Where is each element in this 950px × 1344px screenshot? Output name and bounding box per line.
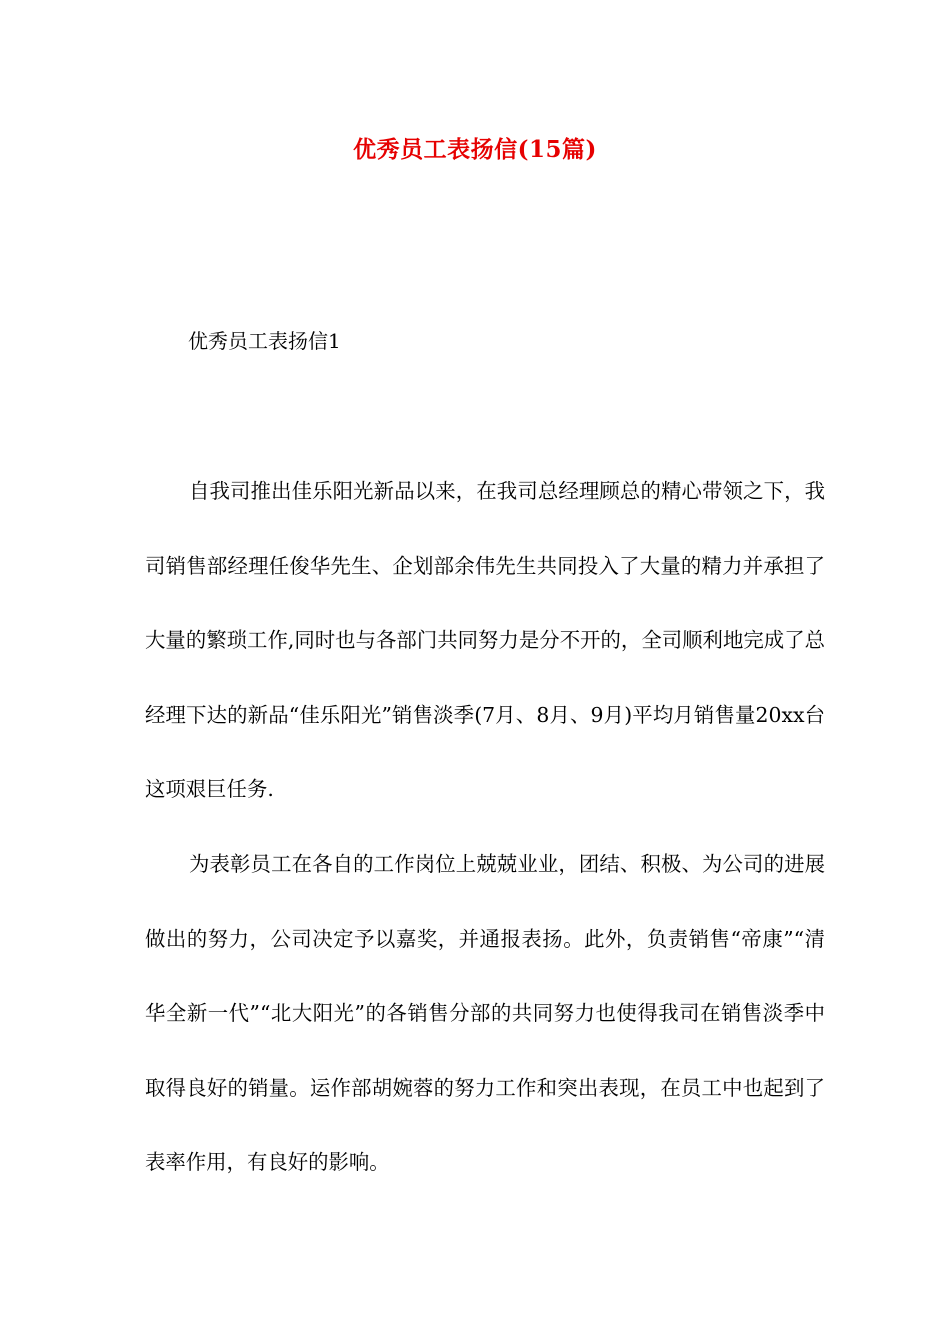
body-paragraph-1: 自我司推出佳乐阳光新品以来，在我司总经理顾总的精心带领之下，我司销售部经理任俊华先生、企划部余伟先生共同投入了大量的精力并承担了大量的繁琐工作,同时也与各部门共同努力是分不开的，全司顺利地完成了总经理下达的新品“佳乐阳光”销售淡季(7月、8月、9月)平均月销售量20xx台这项艰巨任务. xyxy=(145,479,825,802)
body-paragraph-2: 为表彰员工在各自的工作岗位上兢兢业业，团结、积极、为公司的进展做出的努力，公司决定予以嘉奖，并通报表扬。此外，负责销售“帝康”“清华全新一代”“北大阳光”的各销售分部的共同努力也使得我司在销售淡季中取得良好的销量。运作部胡婉蓉的努力工作和突出表现，在员工中也起到了表率作用，有良好的影响。 xyxy=(145,852,825,1175)
document-title: 优秀员工表扬信(15篇) xyxy=(353,136,597,163)
section-heading: 优秀员工表扬信1 xyxy=(188,329,341,353)
